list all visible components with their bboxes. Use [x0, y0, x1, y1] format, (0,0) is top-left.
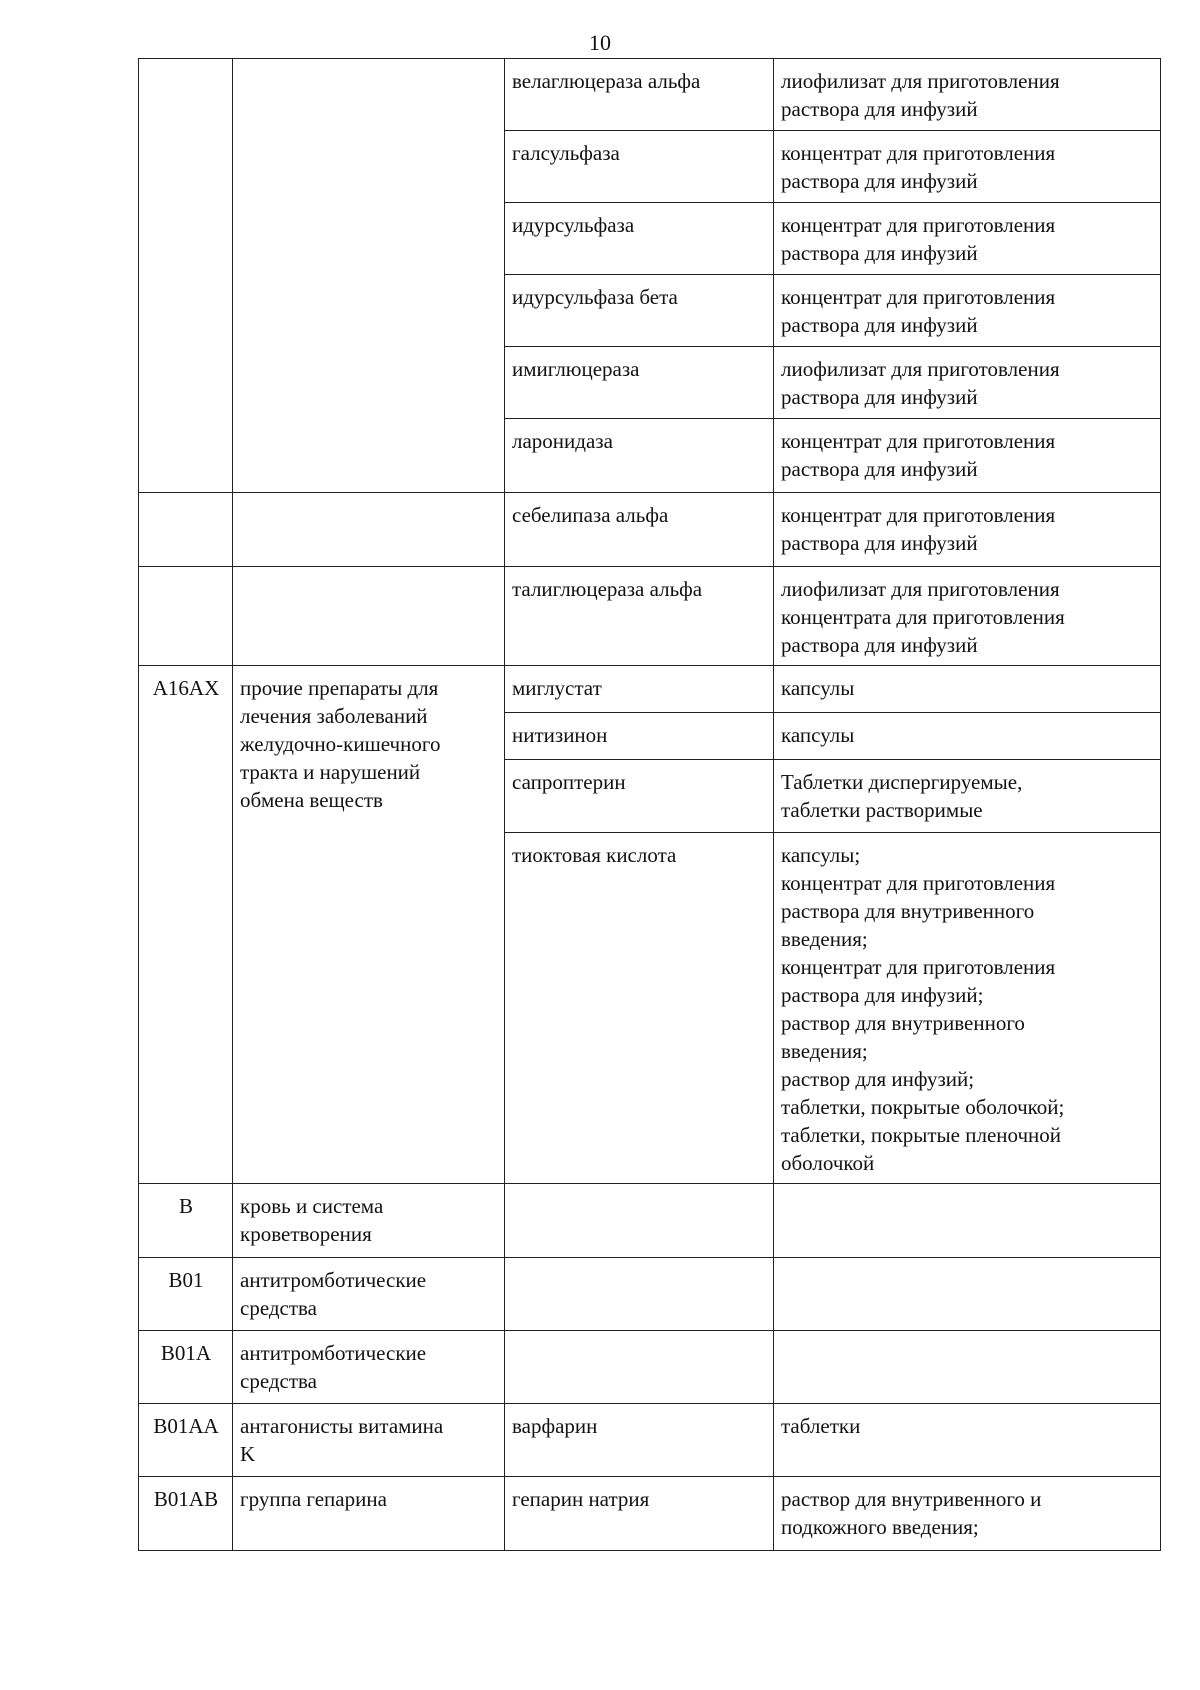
drug-name-cell: [505, 1331, 774, 1404]
dosage-form-cell: [774, 1258, 1161, 1331]
drug-name-cell: ларонидаза: [505, 419, 774, 493]
drug-name-cell: велаглюцераза альфа: [505, 59, 774, 131]
dosage-form-cell: капсулы; концентрат для приготовления раствора для внутривенного введения; концентрат для приготовления раствора для инфузий; раствор для внутривенного введения; раствор для инфузий; таблетки, покрытые оболочкой; таблетки, покрытые пленочной оболочкой: [774, 833, 1161, 1184]
dosage-form-cell: концентрат для приготовления раствора для инфузий: [774, 493, 1161, 567]
table-row: [139, 1184, 1161, 1258]
dosage-form-cell: лиофилизат для приготовления раствора для инфузий: [774, 347, 1161, 419]
drug-name-cell: варфарин: [505, 1404, 774, 1477]
page-number: 10: [589, 30, 611, 55]
group-name-cell: антитромботические средства: [233, 1331, 505, 1404]
drug-name-cell: тиоктовая кислота: [505, 833, 774, 1184]
group-name-cell: [233, 567, 505, 666]
table-row: [139, 1258, 1161, 1331]
dosage-form-cell: капсулы: [774, 713, 1161, 760]
code-cell: [139, 567, 233, 666]
dosage-form-cell: [774, 1331, 1161, 1404]
drug-name-cell: идурсульфаза бета: [505, 275, 774, 347]
table-row: [139, 1477, 1161, 1551]
group-name-cell: группа гепарина: [233, 1477, 505, 1551]
drug-name-cell: миглустат: [505, 666, 774, 713]
dosage-form-cell: капсулы: [774, 666, 1161, 713]
code-cell: B: [139, 1184, 233, 1258]
code-cell: B01: [139, 1258, 233, 1331]
group-name-cell: кровь и система кроветворения: [233, 1184, 505, 1258]
code-cell: [139, 493, 233, 567]
dosage-form-cell: концентрат для приготовления раствора для инфузий: [774, 275, 1161, 347]
table-row: [139, 493, 1161, 567]
group-name-cell: прочие препараты для лечения заболеваний желудочно-кишечного тракта и нарушений обмена веществ: [233, 666, 505, 1184]
dosage-form-cell: Таблетки диспергируемые, таблетки растворимые: [774, 760, 1161, 833]
drug-name-cell: [505, 1184, 774, 1258]
dosage-form-cell: [774, 1184, 1161, 1258]
drug-name-cell: галсульфаза: [505, 131, 774, 203]
table-row: [139, 1331, 1161, 1404]
drug-name-cell: сапроптерин: [505, 760, 774, 833]
table-row: [139, 567, 1161, 666]
dosage-form-cell: таблетки: [774, 1404, 1161, 1477]
dosage-form-cell: концентрат для приготовления раствора для инфузий: [774, 203, 1161, 275]
drug-name-cell: нитизинон: [505, 713, 774, 760]
code-cell: B01A: [139, 1331, 233, 1404]
dosage-form-cell: лиофилизат для приготовления концентрата для приготовления раствора для инфузий: [774, 567, 1161, 666]
code-cell: [139, 59, 233, 493]
group-name-cell: антагонисты витамина K: [233, 1404, 505, 1477]
code-cell: B01AA: [139, 1404, 233, 1477]
drug-name-cell: гепарин натрия: [505, 1477, 774, 1551]
drug-name-cell: идурсульфаза: [505, 203, 774, 275]
drug-name-cell: себелипаза альфа: [505, 493, 774, 567]
drug-name-cell: [505, 1258, 774, 1331]
drug-table: [138, 58, 1161, 1551]
table-row: [139, 59, 1161, 131]
drug-name-cell: талиглюцераза альфа: [505, 567, 774, 666]
drug-name-cell: имиглюцераза: [505, 347, 774, 419]
dosage-form-cell: лиофилизат для приготовления раствора для инфузий: [774, 59, 1161, 131]
group-name-cell: [233, 59, 505, 493]
dosage-form-cell: концентрат для приготовления раствора для инфузий: [774, 131, 1161, 203]
dosage-form-cell: раствор для внутривенного и подкожного введения;: [774, 1477, 1161, 1551]
group-name-cell: антитромботические средства: [233, 1258, 505, 1331]
table-row: [139, 666, 1161, 713]
code-cell: B01AB: [139, 1477, 233, 1551]
dosage-form-cell: концентрат для приготовления раствора для инфузий: [774, 419, 1161, 493]
group-name-cell: [233, 493, 505, 567]
table-row: [139, 1404, 1161, 1477]
code-cell: A16AX: [139, 666, 233, 1184]
